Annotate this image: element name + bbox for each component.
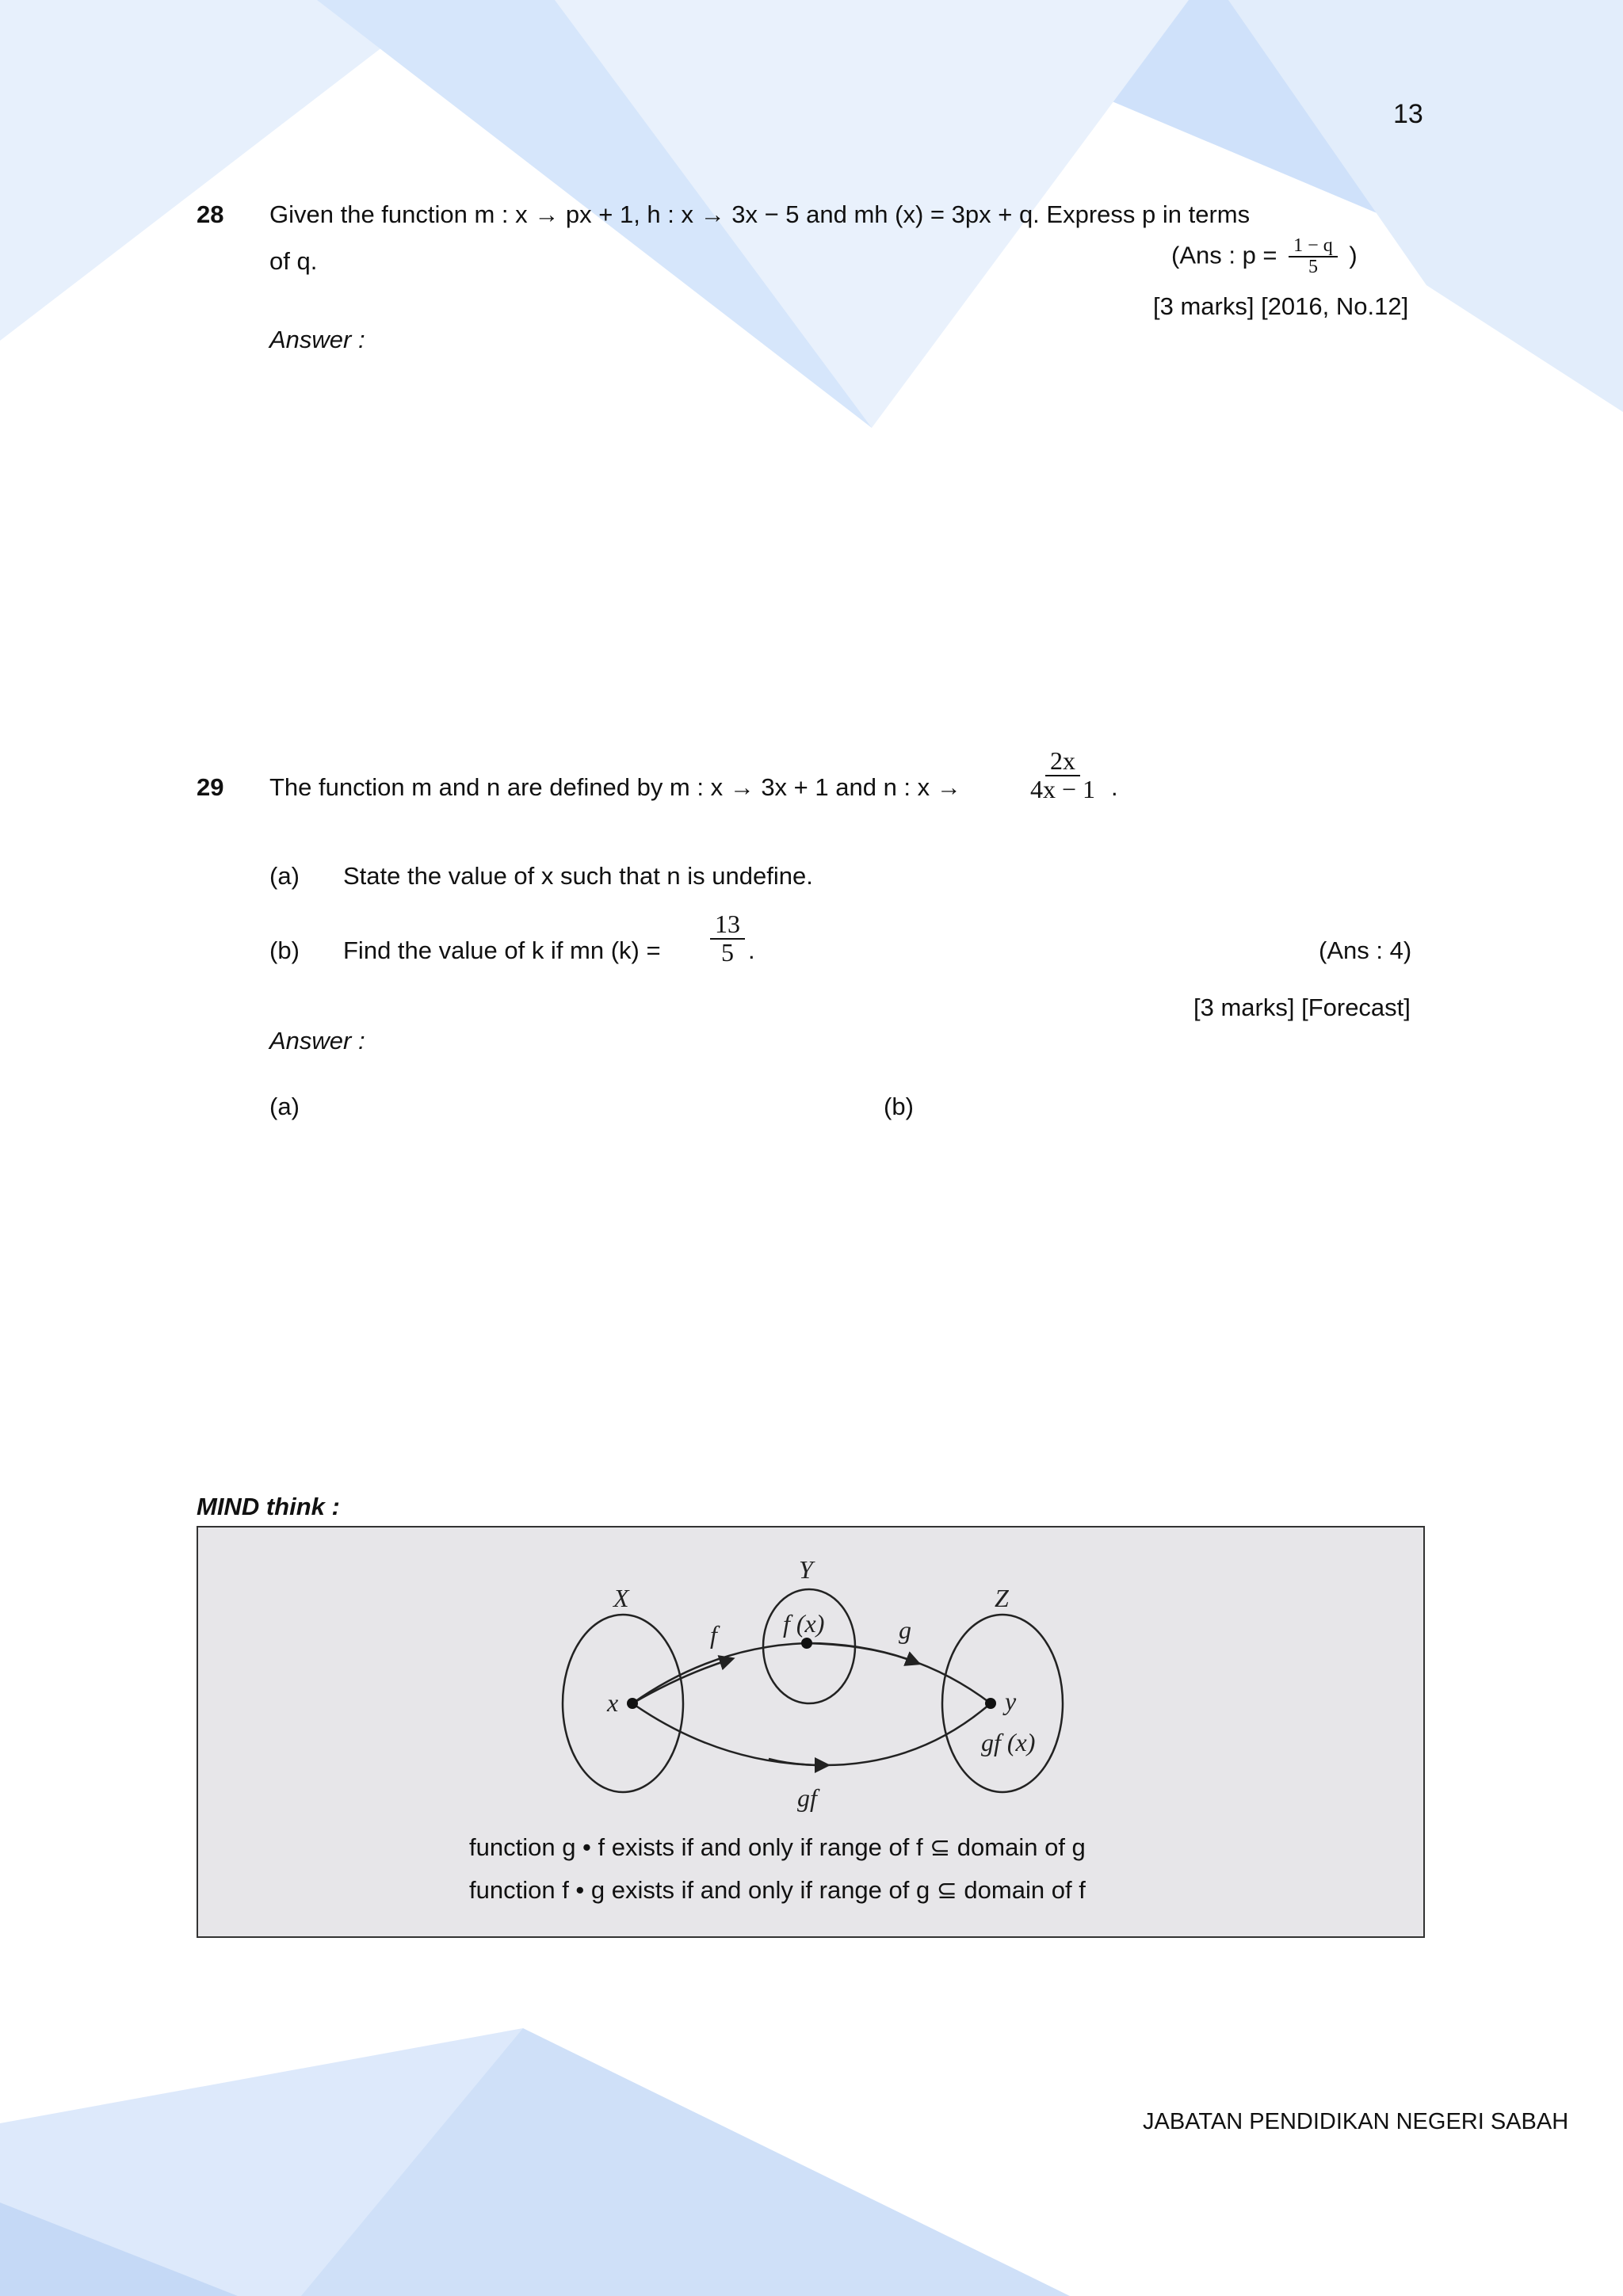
arrow-g-head	[807, 1643, 915, 1662]
label-arrow-gf: gf	[797, 1783, 817, 1812]
fraction	[710, 911, 745, 966]
label-set-y: Y	[799, 1555, 813, 1584]
part-label: (a)	[269, 862, 300, 890]
point-y-dot	[985, 1698, 996, 1709]
fraction-denominator: 4x − 1	[1030, 774, 1096, 803]
punctuation: .	[748, 936, 755, 964]
question-number: 29	[197, 773, 224, 801]
answer-hint-suffix: )	[1349, 241, 1358, 269]
fraction-body	[1030, 748, 1095, 803]
answer-label: Answer :	[269, 1027, 365, 1055]
label-point-x: x	[607, 1688, 619, 1717]
footer-publisher: JABATAN PENDIDIKAN NEGERI SABAH	[1143, 2109, 1569, 2134]
rule-text: function g • f exists if and only if range of f ⊆ domain of g	[469, 1833, 1086, 1861]
question-text: Given the function m : x → px + 1, h : x → 3x − 5 and mh (x) = 3px + q. Express p in terms	[269, 200, 1251, 228]
answer-hint: (Ans : 4)	[1319, 936, 1412, 964]
label-set-x: X	[613, 1584, 629, 1612]
arrow-gf	[632, 1703, 991, 1765]
part-text: State the value of x such that n is undefine.	[343, 862, 813, 890]
marks-info: [3 marks] [2016, No.12]	[1153, 292, 1409, 320]
label-point-fx: f (x)	[783, 1609, 825, 1638]
question-number: 28	[197, 200, 224, 228]
arrow-f	[632, 1643, 807, 1703]
fraction-numerator: 1 − q	[1289, 236, 1338, 257]
fraction	[1030, 748, 1095, 803]
mind-think-heading: MIND think :	[197, 1493, 340, 1520]
fraction	[1289, 236, 1338, 277]
label-arrow-g: g	[899, 1615, 911, 1644]
fraction-denominator: 5	[721, 937, 734, 967]
fraction-body	[710, 911, 745, 966]
label-point-gfx: gf (x)	[981, 1728, 1036, 1756]
fraction-denominator: 5	[1308, 257, 1318, 278]
point-x-dot	[627, 1698, 638, 1709]
marks-info: [3 marks] [Forecast]	[1193, 994, 1411, 1021]
label-arrow-f: f	[710, 1620, 717, 1649]
mind-think-box	[197, 1526, 1425, 1938]
fraction-numerator: 2x	[1045, 748, 1080, 776]
answer-hint	[1171, 236, 1358, 277]
answer-part-b: (b)	[884, 1093, 914, 1120]
label-set-z: Z	[995, 1584, 1009, 1612]
question-text: The function m and n are defined by m : x → 3x + 1 and n : x →	[269, 773, 961, 801]
part-text: Find the value of k if mn (k) =	[343, 936, 661, 964]
set-x-ellipse	[563, 1615, 683, 1792]
fraction-numerator: 13	[710, 911, 745, 940]
question-text: of q.	[269, 247, 318, 275]
answer-label: Answer :	[269, 326, 365, 353]
punctuation: .	[1111, 773, 1118, 801]
label-point-y: y	[1005, 1687, 1017, 1715]
answer-part-a: (a)	[269, 1093, 300, 1120]
part-label: (b)	[269, 936, 300, 964]
point-fx-dot	[801, 1638, 812, 1649]
rule-text: function f • g exists if and only if range of g ⊆ domain of f	[469, 1876, 1086, 1904]
page-number: 13	[1393, 99, 1423, 129]
set-z-ellipse	[942, 1615, 1063, 1792]
answer-hint-prefix: (Ans : p =	[1171, 241, 1277, 269]
